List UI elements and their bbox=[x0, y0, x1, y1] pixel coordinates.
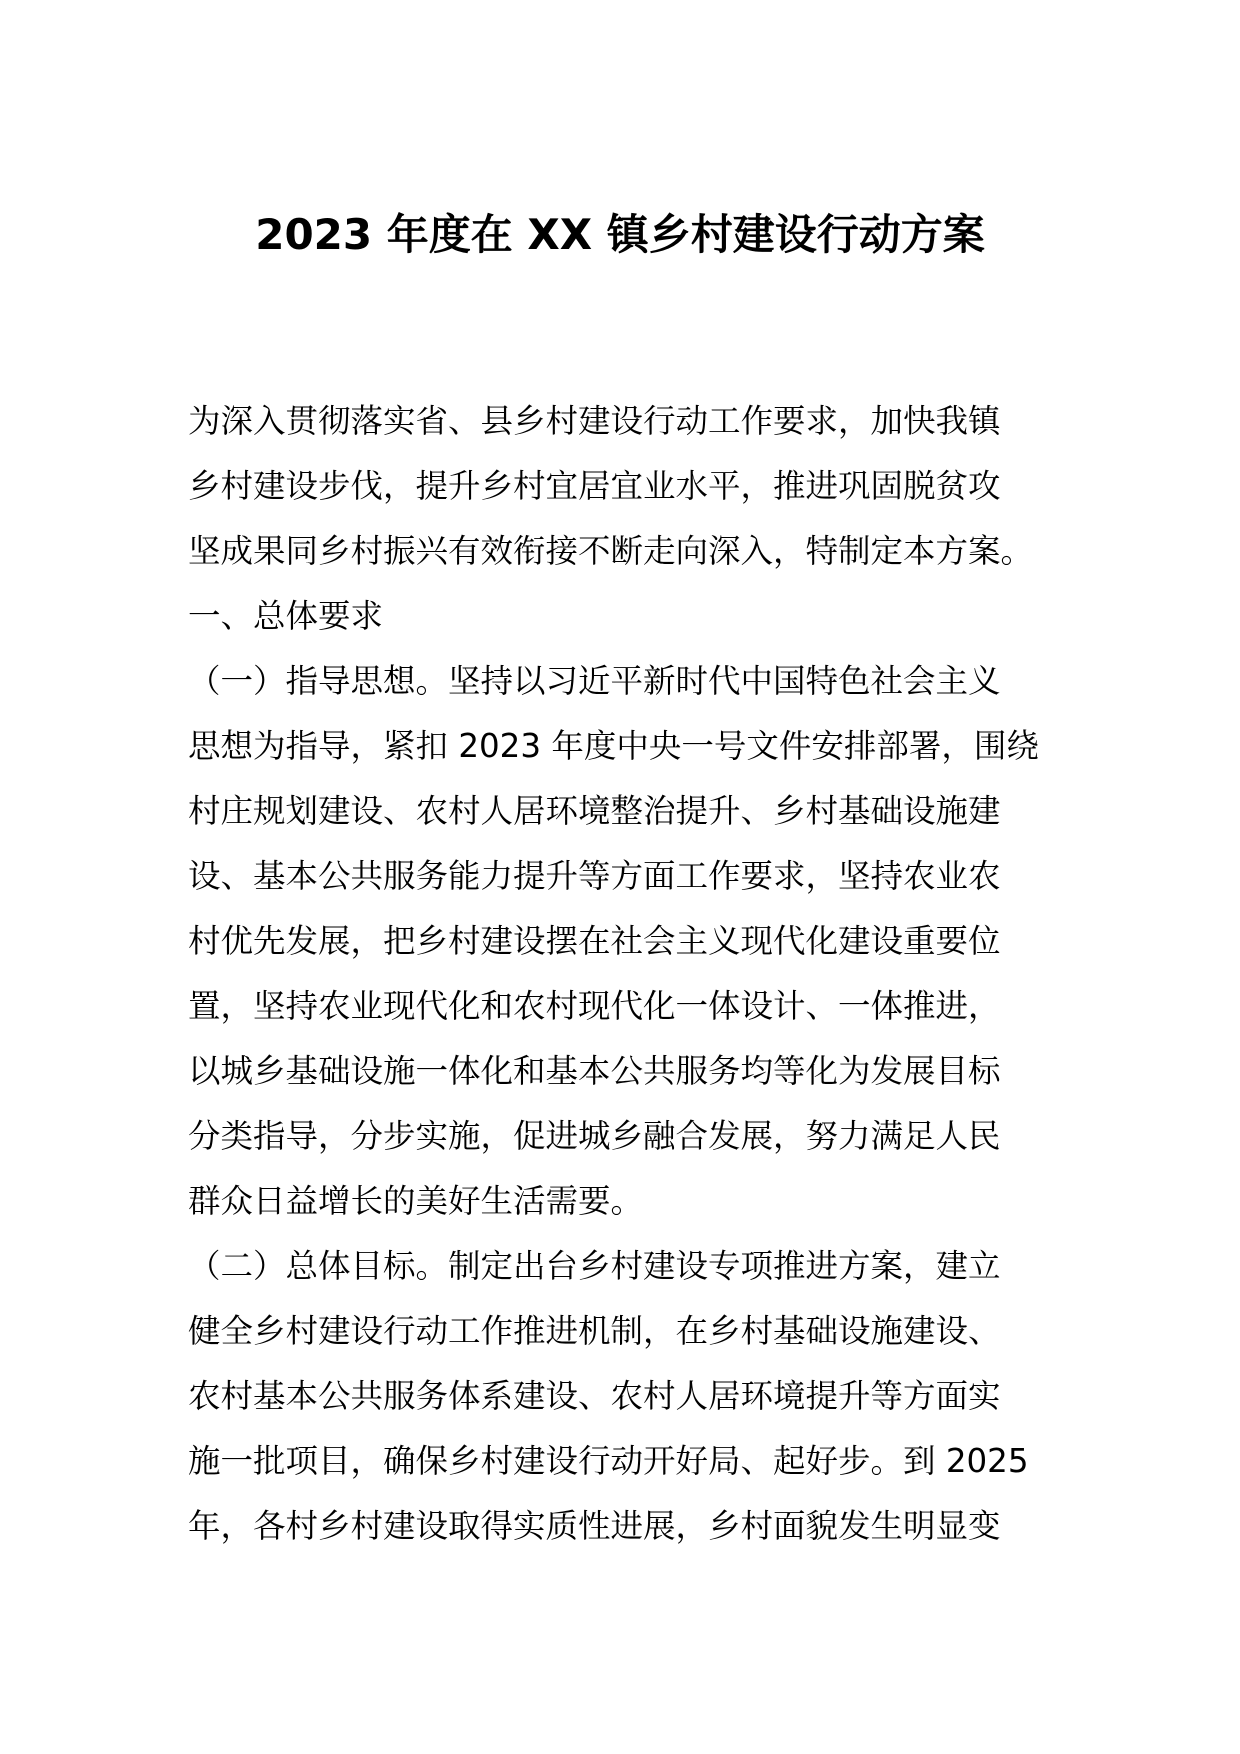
document-title: 2023 年度在 XX 镇乡村建设行动方案 bbox=[255, 210, 985, 259]
body-line: 为深入贯彻落实省、县乡村建设行动工作要求，加快我镇 bbox=[188, 402, 1001, 440]
body-line: 乡村建设步伐，提升乡村宜居宜业水平，推进巩固脱贫攻 bbox=[188, 467, 1001, 505]
body-line: （一）指导思想。坚持以习近平新时代中国特色社会主义 bbox=[188, 662, 1001, 700]
body-line: 年，各村乡村建设取得实质性进展，乡村面貌发生明显变 bbox=[188, 1507, 1001, 1545]
body-line: 农村基本公共服务体系建设、农村人居环境提升等方面实 bbox=[188, 1377, 1001, 1415]
body-line: （二）总体目标。制定出台乡村建设专项推进方案，建立 bbox=[188, 1247, 1001, 1285]
body-line: 置，坚持农业现代化和农村现代化一体设计、一体推进， bbox=[188, 987, 1001, 1025]
section-heading: 一、总体要求 bbox=[188, 597, 384, 635]
body-line: 村优先发展，把乡村建设摆在社会主义现代化建设重要位 bbox=[188, 922, 1001, 960]
document-body bbox=[188, 389, 1052, 1559]
body-line: 思想为指导，紧扣 2023 年度中央一号文件安排部署，围绕 bbox=[188, 727, 1039, 765]
body-line: 群众日益增长的美好生活需要。 bbox=[188, 1182, 644, 1220]
body-line: 以城乡基础设施一体化和基本公共服务均等化为发展目标 bbox=[188, 1052, 1001, 1090]
body-line: 健全乡村建设行动工作推进机制，在乡村基础设施建设、 bbox=[188, 1312, 1001, 1350]
body-line: 设、基本公共服务能力提升等方面工作要求，坚持农业农 bbox=[188, 857, 1001, 895]
body-line: 村庄规划建设、农村人居环境整治提升、乡村基础设施建 bbox=[188, 792, 1001, 830]
body-line: 分类指导，分步实施，促进城乡融合发展，努力满足人民 bbox=[188, 1117, 1001, 1155]
body-line: 坚成果同乡村振兴有效衔接不断走向深入，特制定本方案。 bbox=[188, 532, 1034, 570]
body-line: 施一批项目，确保乡村建设行动开好局、起好步。到 2025 bbox=[188, 1442, 1029, 1480]
